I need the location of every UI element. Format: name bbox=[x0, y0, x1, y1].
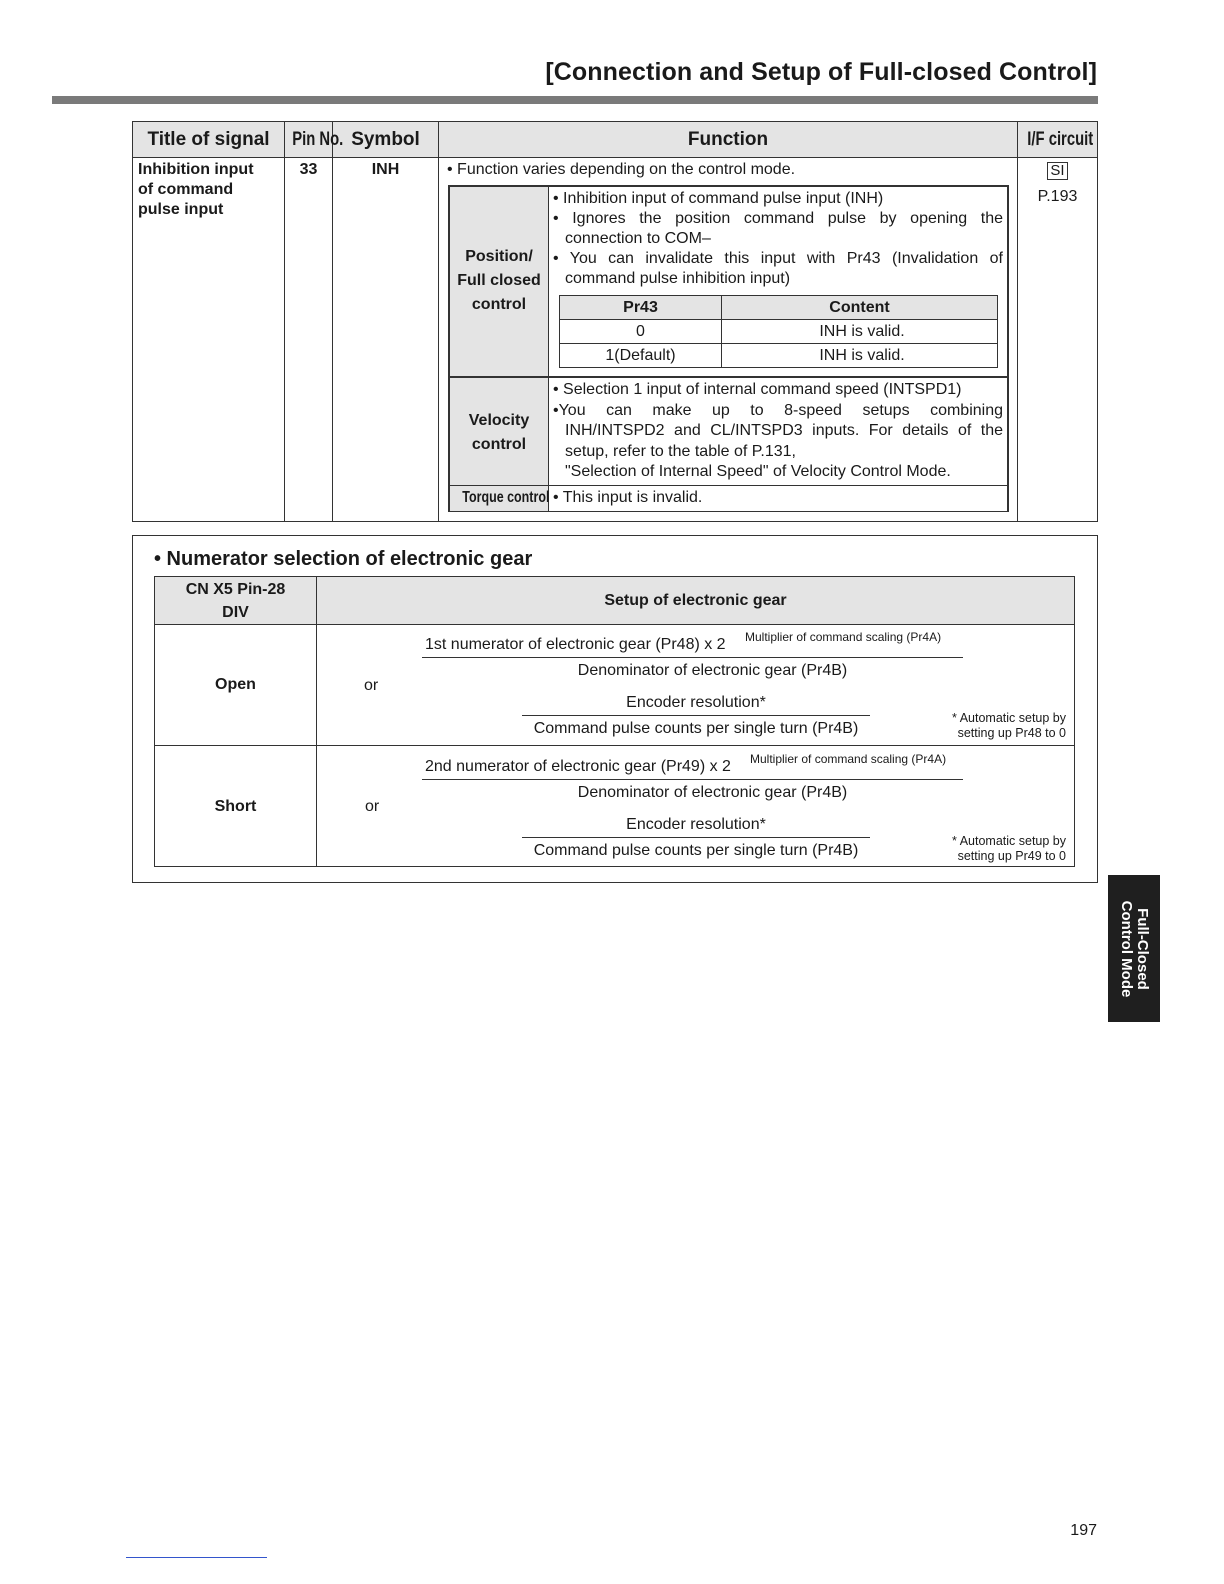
gear-fraction-line bbox=[422, 779, 963, 780]
gear-note-line: * Automatic setup by bbox=[952, 834, 1066, 848]
gear-row-state: Open bbox=[215, 676, 256, 693]
mode-label-line: control bbox=[471, 296, 527, 313]
function-intro: • Function varies depending on the control mode. bbox=[447, 161, 796, 178]
pr43-header-param: Pr43 bbox=[623, 299, 658, 316]
mode-label-torque-cell bbox=[450, 488, 548, 508]
mode-table-border bbox=[448, 185, 450, 512]
gear-table-border bbox=[154, 745, 1075, 746]
side-tab-line: Full-Closed bbox=[1134, 907, 1151, 990]
gear-encoder-denominator: Command pulse counts per single turn (Pr4B) bbox=[533, 720, 859, 737]
footer-link-underline[interactable] bbox=[126, 1557, 267, 1558]
gear-denominator: Denominator of electronic gear (Pr4B) bbox=[577, 784, 848, 801]
header-pin-no-cell bbox=[285, 129, 344, 151]
mode-label-line: control bbox=[471, 436, 527, 453]
gear-box-border bbox=[1097, 535, 1098, 883]
gear-table-border bbox=[154, 576, 1075, 577]
gear-or-label: or bbox=[365, 798, 380, 815]
col-divider bbox=[438, 121, 439, 522]
pr43-cell: 0 bbox=[636, 323, 645, 340]
gear-header-pin-line: CN X5 Pin-28 bbox=[185, 581, 286, 598]
gear-encoder-numerator: Encoder resolution* bbox=[626, 816, 766, 833]
gear-exponent: Multiplier of command scaling (Pr4A) bbox=[750, 752, 947, 766]
if-circuit-page-ref: P.193 bbox=[1037, 188, 1078, 205]
mode-table-border bbox=[448, 185, 1009, 187]
signal-title bbox=[138, 160, 283, 220]
gear-encoder-denominator: Command pulse counts per single turn (Pr4B) bbox=[533, 842, 859, 859]
gear-header-pin-line: DIV bbox=[222, 604, 249, 621]
mode-table-divider bbox=[548, 185, 549, 512]
header-title-of-signal: Title of signal bbox=[147, 129, 270, 150]
torque-description: • This input is invalid. bbox=[553, 489, 703, 506]
pr43-header-content: Content bbox=[829, 299, 890, 316]
col-divider bbox=[284, 121, 285, 522]
side-tab-line: Control Mode bbox=[1118, 900, 1135, 997]
gear-auto-note bbox=[930, 711, 1066, 741]
mode-label-line: Full closed bbox=[457, 272, 541, 289]
mode-label-velocity bbox=[450, 409, 548, 457]
signal-title-line: of command bbox=[138, 181, 234, 198]
mode-table-border bbox=[448, 485, 1009, 486]
mode-label-torque: Torque control bbox=[462, 489, 550, 506]
velocity-line: setup, refer to the table of P.131, bbox=[565, 442, 796, 460]
gear-fraction-line bbox=[522, 715, 870, 716]
pr43-border bbox=[559, 367, 998, 368]
gear-box-border bbox=[132, 882, 1098, 883]
pr43-border bbox=[559, 295, 998, 296]
gear-numerator: 1st numerator of electronic gear (Pr48) x 2 bbox=[425, 636, 726, 653]
gear-table-border bbox=[154, 624, 1075, 625]
gear-auto-note bbox=[930, 834, 1066, 864]
gear-exponent: Multiplier of command scaling (Pr4A) bbox=[745, 630, 942, 644]
signal-title-line: pulse input bbox=[138, 201, 224, 218]
pr43-border bbox=[559, 343, 998, 344]
velocity-line: INH/INTSPD2 and CL/INTSPD3 inputs. For details of the bbox=[565, 422, 1003, 439]
table-header-rule bbox=[132, 157, 1098, 158]
page-title: [Connection and Setup of Full-closed Control] bbox=[545, 58, 1097, 86]
side-tab-label bbox=[1118, 900, 1150, 997]
mode-table-border bbox=[1007, 185, 1009, 512]
pr43-cell: INH is valid. bbox=[819, 323, 905, 340]
table-border-left bbox=[132, 121, 133, 522]
pr43-cell: INH is valid. bbox=[819, 347, 905, 364]
position-line: • Ignores the position command pulse by opening the bbox=[553, 210, 1003, 227]
header-if-circuit-cell bbox=[1018, 129, 1097, 151]
gear-box-border bbox=[132, 535, 1098, 536]
header-symbol: Symbol bbox=[351, 129, 420, 150]
mode-table-border bbox=[448, 511, 1009, 512]
velocity-description bbox=[553, 380, 1003, 483]
signal-title-line: Inhibition input bbox=[138, 161, 254, 178]
mode-label-column-bg bbox=[449, 186, 549, 512]
gear-table-border bbox=[316, 576, 317, 867]
gear-encoder-numerator: Encoder resolution* bbox=[626, 694, 766, 711]
header-if-circuit: I/F circuit bbox=[1027, 129, 1094, 150]
pr43-border bbox=[559, 319, 998, 320]
pr43-cell: 1(Default) bbox=[605, 347, 676, 364]
signal-symbol: INH bbox=[371, 161, 400, 178]
gear-table-border bbox=[154, 866, 1075, 867]
position-line: command pulse inhibition input) bbox=[565, 270, 791, 287]
table-border-top bbox=[132, 121, 1098, 122]
mode-label-line: Velocity bbox=[468, 412, 530, 429]
col-divider bbox=[1017, 121, 1018, 522]
velocity-line: •You can make up to 8-speed setups combining bbox=[553, 401, 1003, 419]
gear-fraction-line bbox=[522, 837, 870, 838]
position-line: connection to COM– bbox=[565, 230, 711, 247]
mode-label-line: Position/ bbox=[465, 248, 533, 265]
gear-denominator: Denominator of electronic gear (Pr4B) bbox=[577, 662, 848, 679]
position-line: • Inhibition input of command pulse input (INH) bbox=[553, 190, 884, 207]
pin-number: 33 bbox=[299, 161, 318, 178]
page-number: 197 bbox=[1070, 1522, 1097, 1539]
mode-table-border bbox=[448, 376, 1009, 378]
gear-section-title: • Numerator selection of electronic gear bbox=[154, 548, 533, 570]
title-rule bbox=[52, 96, 1098, 104]
header-function: Function bbox=[687, 129, 769, 150]
gear-note-line: setting up Pr48 to 0 bbox=[957, 726, 1066, 740]
velocity-line: "Selection of Internal Speed" of Velocity Control Mode. bbox=[565, 463, 951, 480]
mode-label-position bbox=[450, 245, 548, 317]
position-line: • You can invalidate this input with Pr43 (Invalidation of bbox=[553, 250, 1003, 267]
gear-note-line: setting up Pr49 to 0 bbox=[957, 849, 1066, 863]
gear-row-state: Short bbox=[214, 798, 257, 815]
header-pin-no: Pin No. bbox=[292, 129, 344, 150]
gear-note-line: * Automatic setup by bbox=[952, 711, 1066, 725]
gear-header-setup: Setup of electronic gear bbox=[604, 592, 787, 609]
position-description bbox=[553, 189, 1003, 289]
gear-fraction-line bbox=[422, 657, 963, 658]
if-circuit-box bbox=[1018, 162, 1097, 180]
col-divider bbox=[332, 121, 333, 522]
gear-numerator: 2nd numerator of electronic gear (Pr49) x 2 bbox=[425, 758, 731, 775]
table-border-bottom bbox=[132, 521, 1098, 522]
gear-or-label: or bbox=[364, 677, 379, 694]
gear-header-pin bbox=[155, 578, 316, 624]
side-tab-full-closed-control-mode[interactable] bbox=[1108, 875, 1160, 1022]
velocity-line: • Selection 1 input of internal command speed (INTSPD1) bbox=[553, 381, 962, 398]
table-border-right bbox=[1097, 121, 1098, 522]
gear-table-border bbox=[1074, 576, 1075, 867]
gear-box-border bbox=[132, 535, 133, 883]
si-circuit-label: SI bbox=[1047, 162, 1067, 180]
